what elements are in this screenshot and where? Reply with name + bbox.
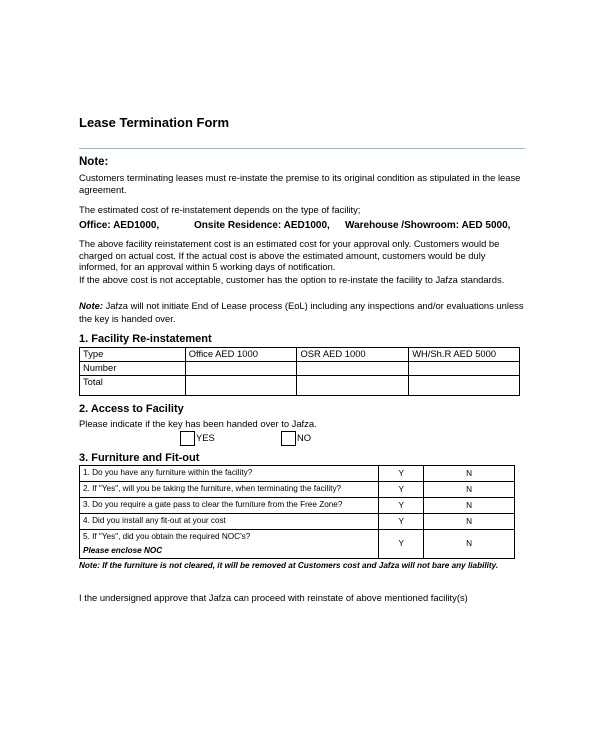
furniture-fitout-table <box>79 465 515 559</box>
table-row <box>80 466 515 482</box>
yes-checkbox[interactable] <box>180 431 195 446</box>
table-row <box>80 482 515 498</box>
question-cell: 4. Did you install any fit-out at your cost <box>80 514 379 530</box>
note-text: Jafza will not initiate End of Lease process (EoL) including any inspections and/or evaluations unless the key is handed over. <box>79 300 524 324</box>
table-row <box>80 348 520 362</box>
table-row <box>80 362 520 376</box>
no-option[interactable]: N <box>424 482 515 498</box>
section-3-heading: 3. Furniture and Fit-out <box>79 452 200 464</box>
no-label: NO <box>297 432 312 443</box>
access-prompt: Please indicate if the key has been handed over to Jafza. <box>79 418 317 429</box>
fee-warehouse-showroom: Warehouse /Showroom: AED 5000, <box>345 220 511 231</box>
yes-option[interactable]: Y <box>379 514 424 530</box>
question-cell: 2. If "Yes", will you be taking the furniture, when terminating the facility? <box>80 482 379 498</box>
note-paragraph-3: The above facility reinstatement cost is an estimated cost for your approval only. Customers would be charged on actual cost. If the actual cost is above the estimated amount, customers would be duly informed, for an approval within 5 working days of notification. <box>79 238 500 273</box>
fee-onsite-residence: Onsite Residence: AED1000, <box>194 220 330 231</box>
no-option[interactable]: N <box>424 498 515 514</box>
furniture-footnote: Note: If the furniture is not cleared, it will be removed at Customers cost and Jafza will not bare any liability. <box>79 561 499 570</box>
no-checkbox[interactable] <box>281 431 296 446</box>
question-text: 5. If "Yes", did you obtain the required NOC's? <box>83 532 251 541</box>
table-row <box>80 376 520 396</box>
table-row <box>80 498 515 514</box>
table-cell: Office AED 1000 <box>185 348 297 362</box>
number-office-input[interactable] <box>185 362 297 376</box>
yes-option[interactable]: Y <box>379 498 424 514</box>
title-divider <box>79 148 525 149</box>
no-option[interactable]: N <box>424 530 515 559</box>
question-cell: 3. Do you require a gate pass to clear the furniture from the Free Zone? <box>80 498 379 514</box>
yes-option[interactable]: Y <box>379 482 424 498</box>
yes-option[interactable]: Y <box>379 530 424 559</box>
number-warehouse-input[interactable] <box>409 362 520 376</box>
table-cell: WH/Sh.R AED 5000 <box>409 348 520 362</box>
number-osr-input[interactable] <box>297 362 409 376</box>
note-paragraph-5 <box>79 299 524 325</box>
table-cell: OSR AED 1000 <box>297 348 409 362</box>
note-label: Note: <box>79 300 103 311</box>
approval-statement: I the undersigned approve that Jafza can proceed with reinstate of above mentioned facility(s) <box>79 592 468 603</box>
note-paragraph-2: The estimated cost of re-instatement depends on the type of facility; <box>79 204 361 215</box>
note-heading: Note: <box>79 156 109 168</box>
enclose-noc-note: Please enclose NOC <box>83 546 163 555</box>
total-office-input[interactable] <box>185 376 297 396</box>
section-2-heading: 2. Access to Facility <box>79 403 184 415</box>
question-cell <box>80 530 379 559</box>
table-row <box>80 530 515 559</box>
table-cell: Total <box>80 376 186 396</box>
page-title: Lease Termination Form <box>79 115 230 130</box>
no-option[interactable]: N <box>424 514 515 530</box>
yes-option[interactable]: Y <box>379 466 424 482</box>
total-osr-input[interactable] <box>297 376 409 396</box>
fee-office: Office: AED1000, <box>79 220 160 231</box>
facility-reinstatement-table <box>79 347 520 396</box>
yes-label: YES <box>196 432 215 443</box>
question-cell: 1. Do you have any furniture within the facility? <box>80 466 379 482</box>
note-paragraph-1: Customers terminating leases must re-instate the premise to its original condition as stipulated in the lease agreement. <box>79 172 521 195</box>
note-paragraph-4: If the above cost is not acceptable, customer has the option to re-instate the facility to Jafza standards. <box>79 274 505 285</box>
table-cell: Type <box>80 348 186 362</box>
section-1-heading: 1. Facility Re-instatement <box>79 333 212 345</box>
total-warehouse-input[interactable] <box>409 376 520 396</box>
table-cell: Number <box>80 362 186 376</box>
no-option[interactable]: N <box>424 466 515 482</box>
table-row <box>80 514 515 530</box>
